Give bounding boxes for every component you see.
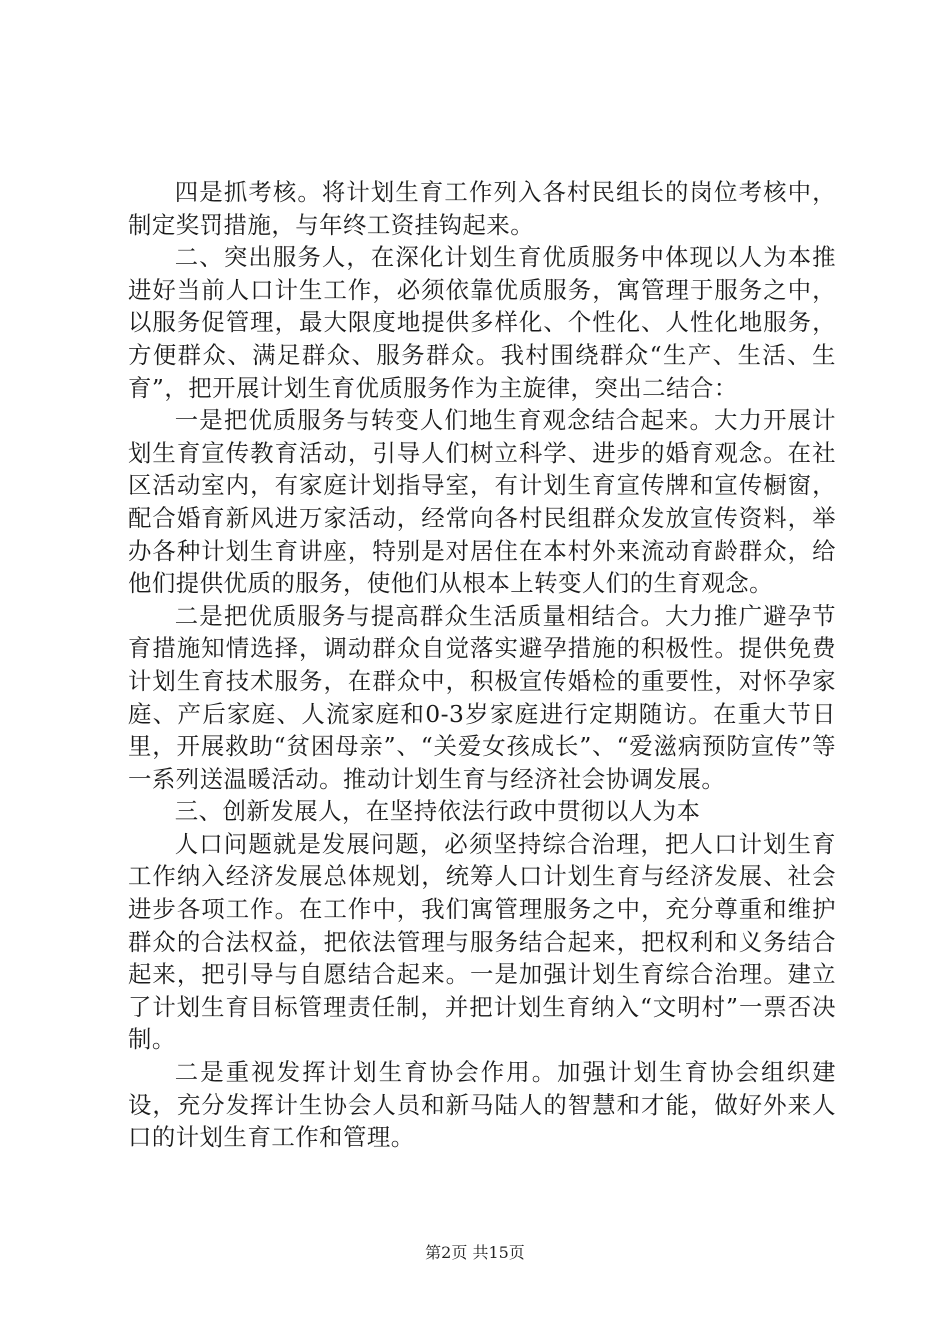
paragraph-birth-concept: 一是把优质服务与转变人们地生育观念结合起来。大力开展计划生育宣传教育活动，引导人们树立科学、进步的婚育观念。在社区活动室内，有家庭计划指导室，有计划生育宣传牌和宣传橱窗，配合婚育新风进万家活动，经常向各村民组群众发放宣传资料，举办各种计划生育讲座，特别是对居住在本村外来流动育龄群众，给他们提供优质的服务，使他们从根本上转变人们的生育观念。: [128, 406, 836, 598]
section-heading-three: 三、创新发展人，在坚持依法行政中贯彻以人为本: [174, 797, 701, 826]
document-body: [128, 176, 836, 1154]
paragraph-association-role: 二是重视发挥计划生育协会作用。加强计划生育协会组织建设，充分发挥计生协会人员和新马陆人的智慧和才能，做好外来人口的计划生育工作和管理。: [128, 1058, 836, 1152]
page-number-footer: 第2页 共15页: [425, 1243, 525, 1262]
paragraph-life-quality: 二是把优质服务与提高群众生活质量相结合。大力推广避孕节育措施知情选择，调动群众自觉落实避孕措施的积极性。提供免费计划生育技术服务，在群众中，积极宣传婚检的重要性，对怀孕家庭、产后家庭、人流家庭和0-3岁家庭进行定期随访。在重大节日里，开展救助“贫困母亲”、“关爱女孩成长”、“爱滋病预防宣传”等一系列送温暖活动。推动计划生育与经济社会协调发展。: [128, 601, 836, 793]
paragraph-population-development: 人口问题就是发展问题，必须坚持综合治理，把人口计划生育工作纳入经济发展总体规划，统筹人口计划生育与经济发展、社会进步各项工作。在工作中，我们寓管理服务之中，充分尊重和维护群众的合法权益，把依法管理与服务结合起来，把权利和义务结合起来，把引导与自愿结合起来。一是加强计划生育综合治理。建立了计划生育目标管理责任制，并把计划生育纳入“文明村”一票否决制。: [128, 829, 836, 1054]
paragraph-section-two: 二、突出服务人，在深化计划生育优质服务中体现以人为本推进好当前人口计生工作，必须依靠优质服务，寓管理于服务之中，以服务促管理，最大限度地提供多样化、个性化、人性化地服务，方便群众、满足群众、服务群众。我村围绕群众“生产、生活、生育”，把开展计划生育优质服务作为主旋律，突出二结合：: [128, 243, 836, 402]
paragraph-assessment: 四是抓考核。将计划生育工作列入各村民组长的岗位考核中，制定奖罚措施，与年终工资挂钩起来。: [128, 178, 836, 239]
